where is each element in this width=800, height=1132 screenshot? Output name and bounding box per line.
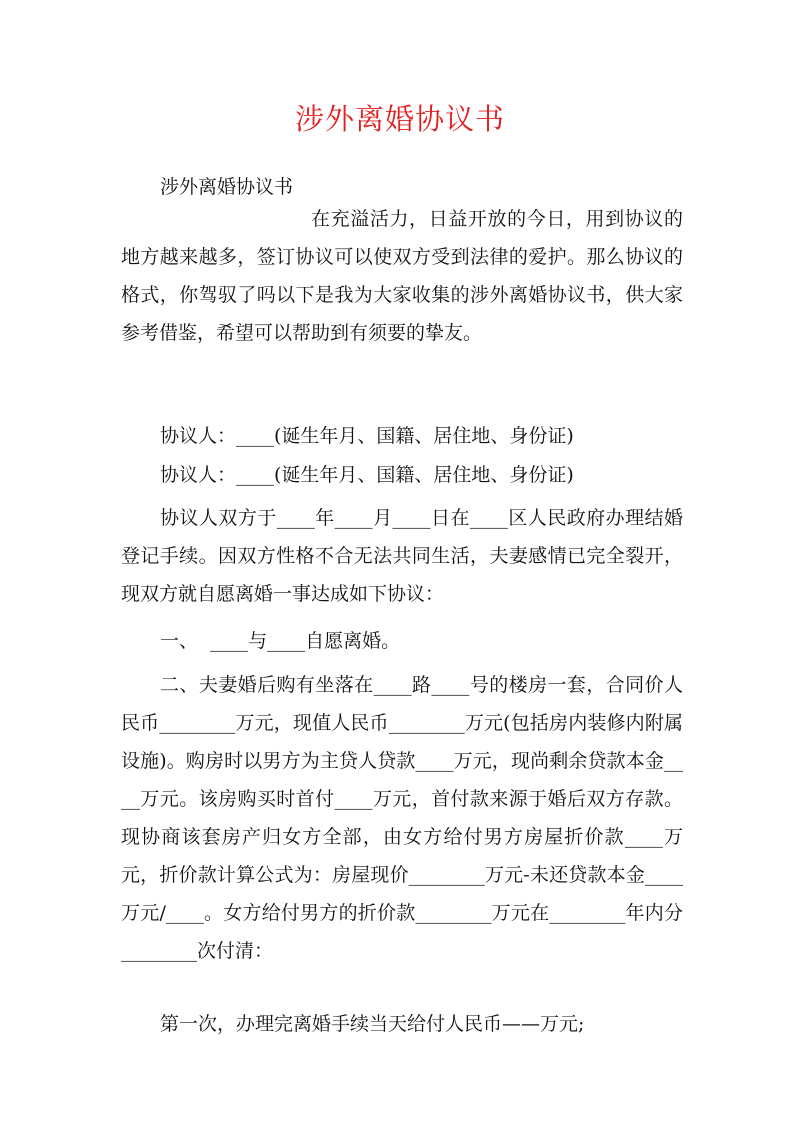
clause-one: 一、 ____与____自愿离婚。 (160, 630, 401, 652)
intro-paragraph: 在充溢活力，日益开放的今日，用到协议的地方越来越多，签订协议可以使双方受到法律的爱护。那么协议的格式，你驾驭了吗以下是我为大家收集的涉外离婚协议书，供大家参考借鉴，希望可以帮助到有须要的挚友。 (121, 208, 683, 344)
payment-one-line: 第一次，办理完离婚手续当天给付人民币——万元; (160, 1013, 585, 1035)
party-one-line: 协议人：____(诞生年月、国籍、居住地、身份证) (160, 425, 574, 447)
document-title: 涉外离婚协议书 (294, 102, 505, 136)
clause-two-paragraph: 二、夫妻婚后购有坐落在____路____号的楼房一套，合同价人民币________万元，现值人民币________万元(包括房内装修内附属设施)。购房时以男方为主贷人贷款____万元，现尚剩余贷款本金____万元。该房购买时首付____万元，首付款来源于婚后双方存款。现协商该套房产归女方全部，由女方给付男方房屋折价款____万元，折价款计算公式为：房屋现价________万元-未还贷款本金____万元/____。女方给付男方的折价款________万元在________年内分________次付清： (121, 674, 683, 962)
marriage-clause-paragraph: 协议人双方于____年____月____日在____区人民政府办理结婚登记手续。因双方性格不合无法共同生活，夫妻感情已完全裂开，现双方就自愿离婚一事达成如下协议： (121, 507, 683, 605)
document-subtitle: 涉外离婚协议书 (160, 176, 294, 198)
party-two-line: 协议人：____(诞生年月、国籍、居住地、身份证) (160, 464, 574, 486)
